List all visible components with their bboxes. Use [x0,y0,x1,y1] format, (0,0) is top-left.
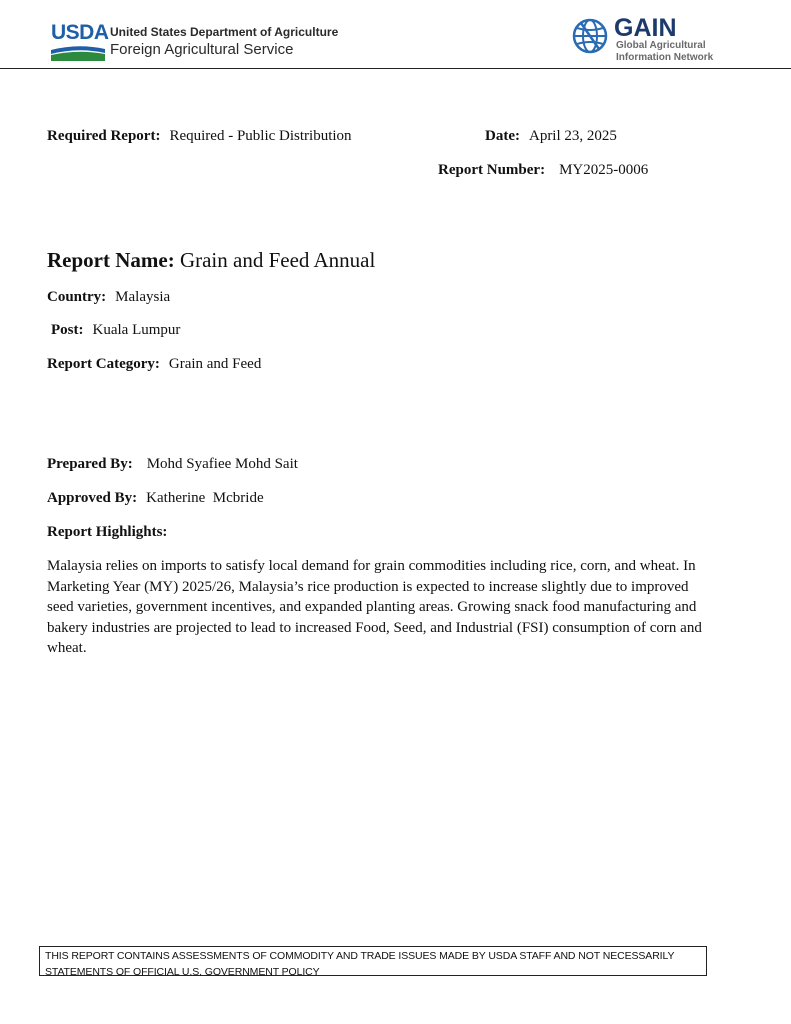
country-label: Country: [47,289,107,305]
prepared-by-row [47,456,298,473]
usda-swoosh-icon [51,45,105,61]
report-number-row [438,162,648,179]
prepared-by-label: Prepared By: [47,456,133,472]
post-row [51,322,180,339]
approved-by-label: Approved By: [47,490,138,506]
report-number-value: MY2025-0006 [559,162,649,178]
gain-subtitle-line-1: Global Agricultural [616,40,706,51]
prepared-by-value: Mohd Syafiee Mohd Sait [146,456,298,472]
report-name-value: Grain and Feed Annual [179,248,376,272]
date-label: Date: [485,128,520,144]
required-report-row [47,128,352,145]
report-name-row [47,248,375,273]
header-divider [0,68,791,69]
date-row [485,128,617,145]
country-row [47,289,170,306]
usda-wordmark: USDA [51,21,109,44]
department-name: United States Department of Agriculture [110,25,339,39]
report-name-label: Report Name: [47,248,175,272]
gain-subtitle-line-2: Information Network [616,52,714,63]
usda-logo [51,21,109,61]
report-category-row [47,356,261,373]
required-report-label: Required Report: [47,128,161,144]
approved-by-value: Katherine Mcbride [146,490,264,506]
approved-by-row [47,490,264,507]
globe-icon [572,18,608,54]
disclaimer-box: THIS REPORT CONTAINS ASSESSMENTS OF COMMODITY AND TRADE ISSUES MADE BY USDA STAFF AND NOT NECESSARILY STATEMENTS OF OFFICIAL U.S. GOVERNMENT POLICY [39,946,707,976]
report-number-label: Report Number: [438,162,546,178]
date-value: April 23, 2025 [528,128,617,144]
report-highlights-label: Report Highlights: [47,524,168,540]
gain-title: GAIN [614,14,677,42]
report-category-value: Grain and Feed [168,356,262,372]
report-highlights-heading [47,524,167,541]
service-name: Foreign Agricultural Service [110,41,294,58]
country-value: Malaysia [115,289,171,305]
post-label: Post: [51,322,84,338]
report-category-label: Report Category: [47,356,160,372]
required-report-value: Required - Public Distribution [169,128,352,144]
report-highlights-text: Malaysia relies on imports to satisfy local demand for grain commodities including rice, corn, and wheat. In Marketing Year (MY) 2025/26, Malaysia’s rice production is expected to increase slightly due to improved seed varieties, government incentives, and expanded planting areas. Growing snack food manufacturing and bakery industries are projected to lead to increased Food, Seed, and Industrial (FSI) consumption of corn and wheat. [47,558,702,656]
post-value: Kuala Lumpur [92,322,181,338]
